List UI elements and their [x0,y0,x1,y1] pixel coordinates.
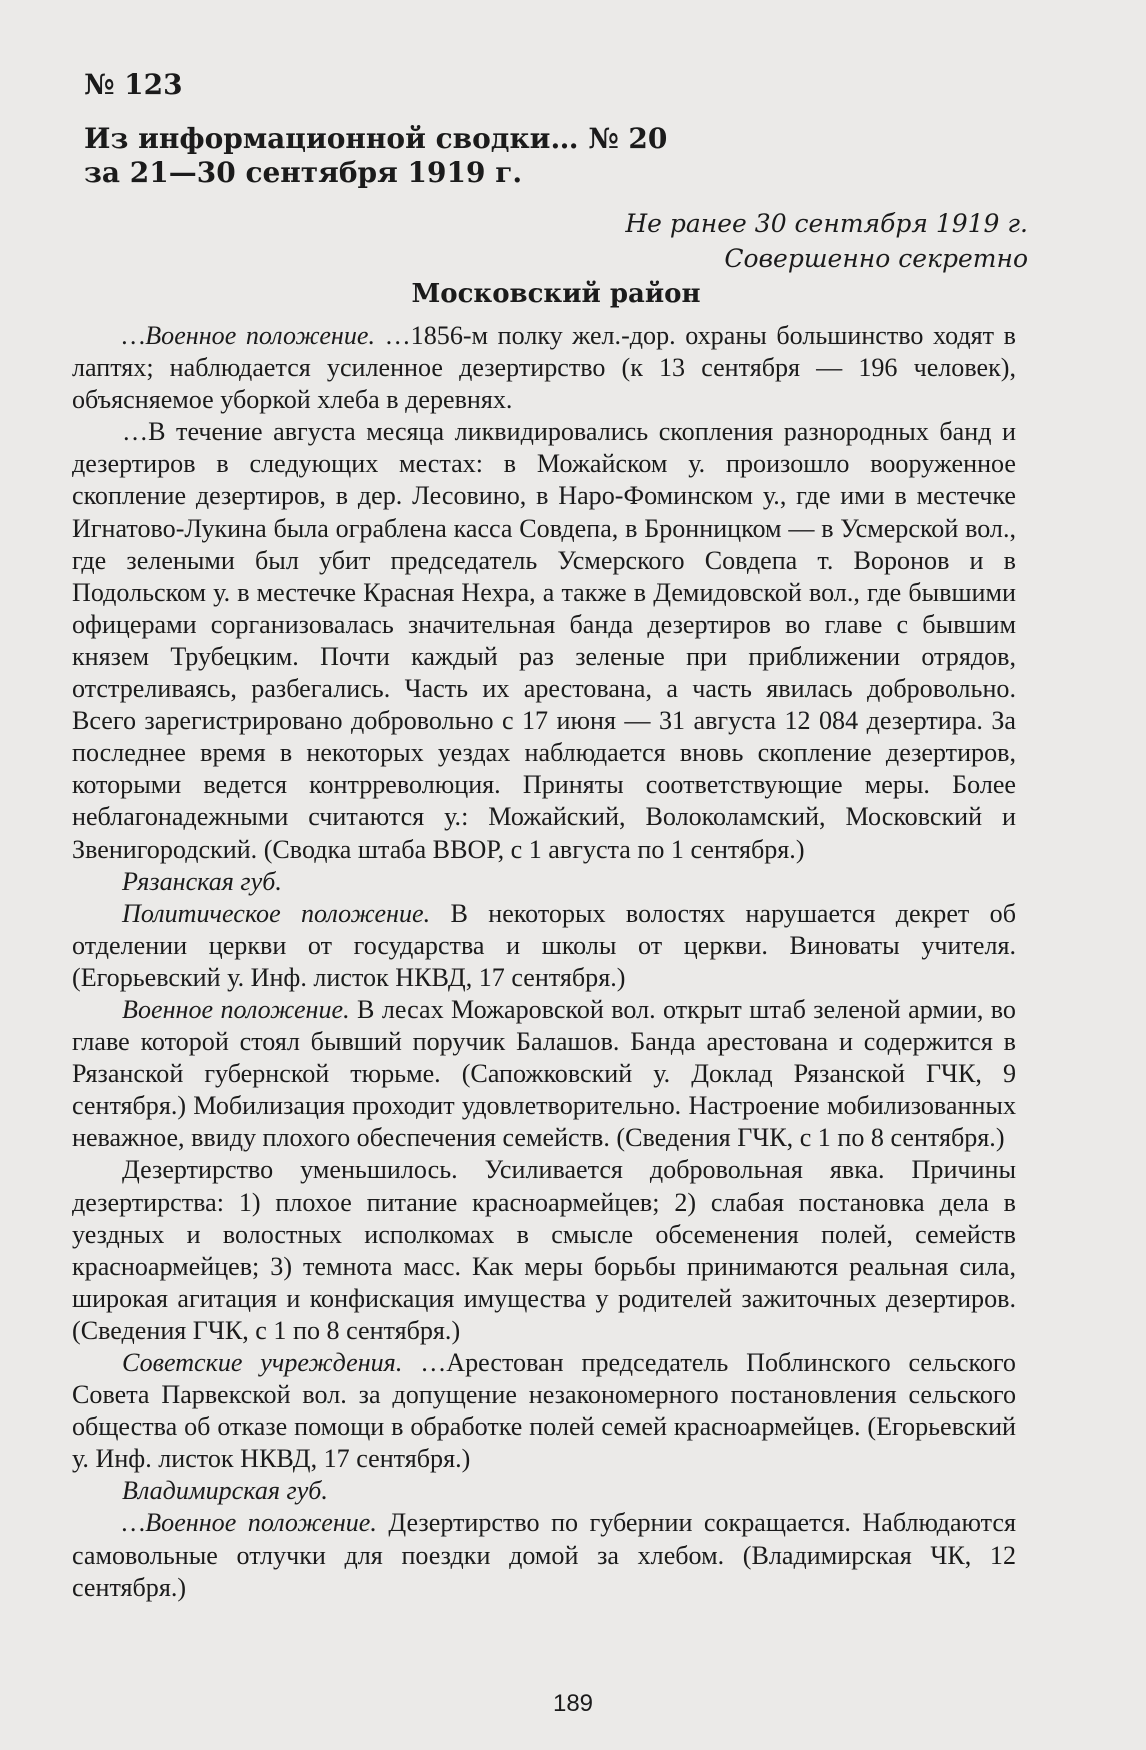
paragraph [72,1154,1016,1347]
paragraph-lead: Рязанская губ. [122,866,282,896]
paragraph-lead: Советские учреждения. [122,1348,403,1377]
title-line-1: Из информационной сводки… № 20 [84,122,668,155]
paragraph-lead: …Военное положение. [122,321,376,350]
classification-label: Совершенно секретно [724,244,1028,273]
paragraph-text: В лесах Можаровской вол. открыт штаб зеленой армии, во главе которой стоял бывший поручик Балашов. Банда арестована и содержится в Рязанской губернской тюрьме. (Сапожковский у. Доклад Рязанской ГЧК, 9 сентября.) Мобилизация проходит удовлетворительно. Настроение мобилизованных неважное, ввиду плохого обеспечения семейств. (Сведения ГЧК, с 1 по 8 сентября.) [72,994,1016,1153]
document-number: № 123 [84,68,183,101]
paragraph [72,320,1016,416]
document-title [84,122,724,190]
paragraph-text: Дезертирство по губернии сокращается. Наблюдаются самовольные отлучки для поездки домой за хлебом. (Владимирская ЧК, 12 сентября.) [72,1508,1016,1602]
paragraph-lead: Военное положение. [122,994,350,1024]
paragraph [72,1507,1016,1603]
paragraph [72,1347,1016,1475]
region-heading: Московский район [411,279,701,309]
paragraph-text: …1856-м полку жел.-дор. охраны большинство ходят в лаптях; наблюдается усиленное дезертирство (к 13 сентября — 196 человек), объясняемое уборкой хлеба в деревнях. [72,321,1016,415]
paragraph-text: …Арестован председатель Поблинского сельского Совета Парвекской вол. за допущение незакономерного постановления сельского общества об отказе помощи в обработке полей семей красноармейцев. (Егорьевский у. Инф. листок НКВД, 17 сентября.) [72,1348,1016,1474]
paragraph [72,994,1016,1154]
paragraph-lead: Политическое положение. [122,898,431,928]
paragraph-text: В некоторых волостях нарушается декрет об отделении церкви от государства и школы от церкви. Виноваты учителя. (Егорьевский у. Инф. листок НКВД, 17 сентября.) [72,898,1016,992]
paragraph-lead: …Военное положение. [122,1508,377,1538]
paragraph [72,1475,1016,1507]
document-date: Не ранее 30 сентября 1919 г. [625,209,1028,238]
paragraph [72,866,1016,898]
paragraph [72,898,1016,994]
paragraph-lead: Владимирская губ. [122,1476,328,1506]
paragraph-text: Дезертирство уменьшилось. Усиливается добровольная явка. Причины дезертирства: 1) плохое питание красноармейцев; 2) слабая постановка дела в уездных и волостных исполкомах в смысле обсеменения полей, семейств красноармейцев; 3) темнота масс. Как меры борьбы принимаются реальная сила, широкая агитация и конфискация имущества у родителей зажиточных дезертиров. (Сведения ГЧК, с 1 по 8 сентября.) [72,1155,1016,1345]
page-number: 189 [552,1690,594,1717]
title-line-2: за 21—30 сентября 1919 г. [84,156,523,189]
paragraph [72,416,1016,865]
paragraph-text: …В течение августа месяца ликвидировались скопления разнородных банд и дезертиров в следующих местах: в Можайском у. произошло вооруженное скопление дезертиров, в дер. Лесовино, в Наро-Фоминском у., где ими в местечке Игнатово-Лукина была ограблена касса Совдепа, в Бронницком — в Усмерской вол., где зелеными был убит председатель Усмерского Совдепа т. Воронов и в Подольском у. в местечке Красная Нехра, а также в Демидовской вол., где бывшими офицерами сорганизовалась значительная банда дезертиров во главе с бывшим князем Трубецким. Почти каждый раз зеленые при приближении отрядов, отстреливаясь, разбегались. Часть их арестована, а часть явилась добровольно. Всего зарегистрировано добровольно с 17 июня — 31 августа 12 084 дезертира. За последнее время в некоторых уездах наблюдается вновь скопление дезертиров, которыми ведется контрреволюция. Приняты соответствующие меры. Более неблагонадежными считаются у.: Можайский, Волоколамский, Московский и Звенигородский. (Сводка штаба ВВОР, с 1 августа по 1 сентября.) [72,417,1016,864]
document-body [72,320,1016,1604]
